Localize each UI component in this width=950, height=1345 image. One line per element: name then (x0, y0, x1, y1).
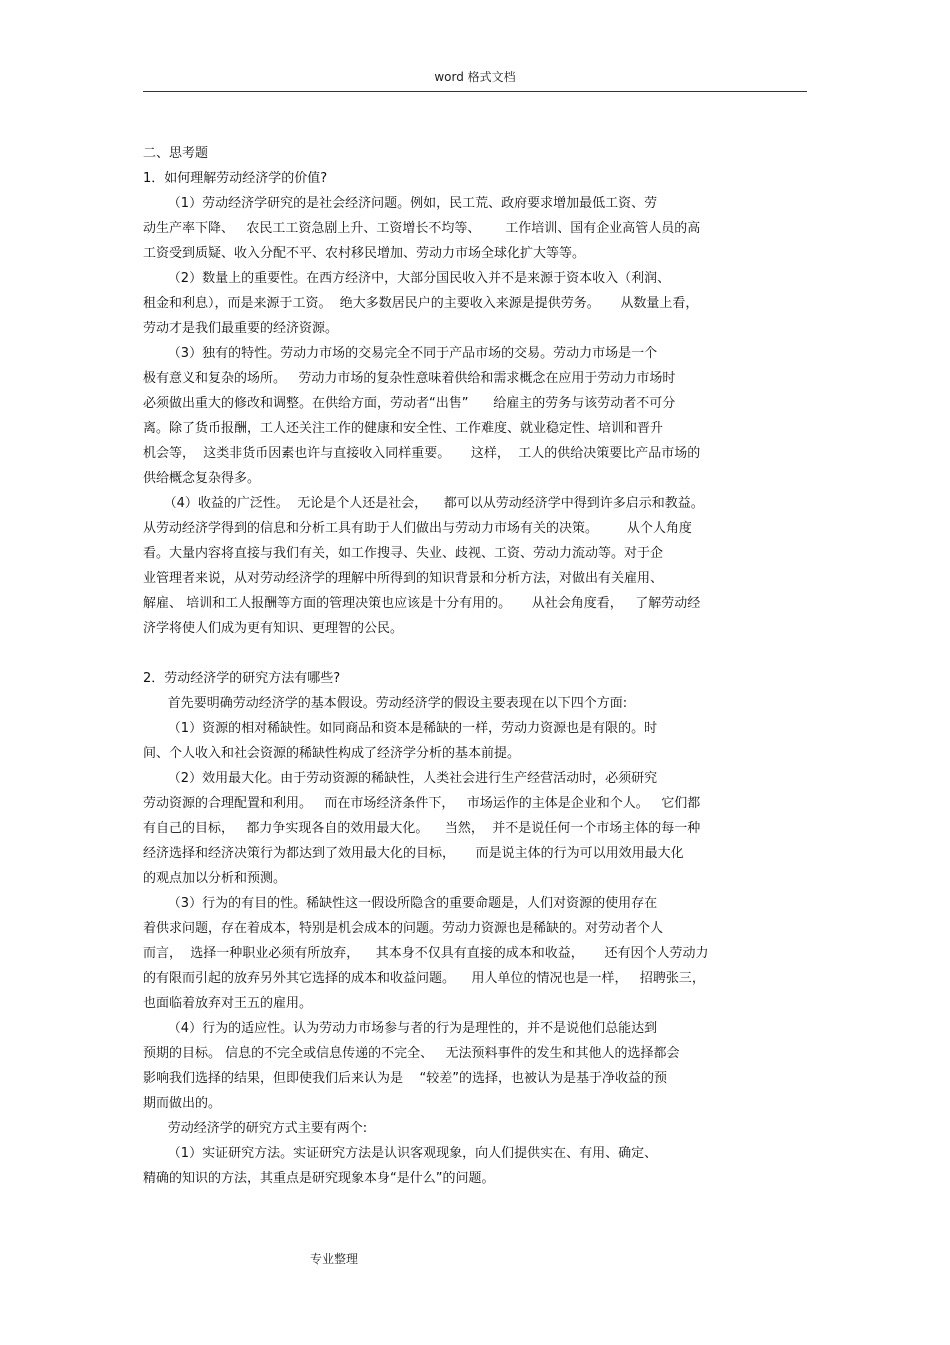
text-line: 间、个人收入和社会资源的稀缺性构成了经济学分析的基本前提。 (143, 746, 521, 761)
text-line: 租金和利息），而是来源于工资。 绝大多数居民户的主要收入来源是提供劳务。 从数量上看， (143, 296, 699, 311)
text-line: 有自己的目标， 都力争实现各自的效用最大化。 当然， 并不是说任何一个市场主体的每一种 (143, 821, 701, 836)
text-line: （3）行为的有目的性。稀缺性这一假设所隐含的重要命题是，人们对资源的使用存在 (143, 896, 658, 911)
text-line: 的观点加以分析和预测。 (143, 871, 287, 886)
text-line: 1．如何理解劳动经济学的价值? (143, 171, 328, 186)
text-line: 业管理者来说，从对劳动经济学的理解中所得到的知识背景和分析方法，对做出有关雇用、 (143, 571, 664, 586)
text-line: 从劳动经济学得到的信息和分析工具有助于人们做出与劳动力市场有关的决策。 从个人角度 (143, 521, 692, 536)
text-line: 劳动资源的合理配置和利用。 而在市场经济条件下， 市场运作的主体是企业和个人。 它们都 (143, 796, 701, 811)
text-line: 也面临着放弃对王五的雇用。 (143, 996, 313, 1011)
text-line: 二、思考题 (143, 146, 209, 161)
document-body (143, 141, 811, 1191)
text-line: 必须做出重大的修改和调整。在供给方面，劳动者“出售” 给雇主的劳务与该劳动者不可分 (143, 396, 676, 411)
text-line: （1）资源的相对稀缺性。如同商品和资本是稀缺的一样，劳动力资源也是有限的。时 (143, 721, 658, 736)
text-line: 影响我们选择的结果，但即使我们后来认为是 “较差”的选择，也被认为是基于净收益的预 (143, 1071, 667, 1086)
footer-text: 专业整理 (310, 1252, 359, 1266)
text-line: （2）数量上的重要性。在西方经济中，大部分国民收入并不是来源于资本收入（利润、 (143, 271, 671, 286)
text-line: 劳动才是我们最重要的经济资源。 (143, 321, 339, 336)
text-line: 极有意义和复杂的场所。 劳动力市场的复杂性意味着供给和需求概念在应用于劳动力市场时 (143, 371, 676, 386)
header-divider (143, 91, 807, 92)
text-line: 机会等， 这类非货币因素也许与直接收入同样重要。 这样， 工人的供给决策要比产品市场的 (143, 446, 701, 461)
page-header (0, 68, 950, 85)
text-line: （4）行为的适应性。认为劳动力市场参与者的行为是理性的，并不是说他们总能达到 (143, 1021, 658, 1036)
text-line: 着供求问题，存在着成本，特别是机会成本的问题。劳动力资源也是稀缺的。对劳动者个人 (143, 921, 664, 936)
text-line: 动生产率下降、 农民工工资急剧上升、工资增长不均等、 工作培训、国有企业高管人员的高 (143, 221, 701, 236)
text-line: 工资受到质疑、收入分配不平、农村移民增加、劳动力市场全球化扩大等等。 (143, 246, 586, 261)
text-line: （3）独有的特性。劳动力市场的交易完全不同于产品市场的交易。劳动力市场是一个 (143, 346, 658, 361)
text-line: 经济选择和经济决策行为都达到了效用最大化的目标， 而是说主体的行为可以用效用最大化 (143, 846, 684, 861)
text-line: 济学将使人们成为更有知识、更理智的公民。 (143, 621, 404, 636)
page-footer (310, 1250, 358, 1267)
text-line: （1）实证研究方法。实证研究方法是认识客观现象，向人们提供实在、有用、确定、 (143, 1146, 658, 1161)
text-line: 离。除了货币报酬，工人还关注工作的健康和安全性、工作难度、就业稳定性、培训和晋升 (143, 421, 664, 436)
text-line: 预期的目标。 信息的不完全或信息传递的不完全、 无法预料事件的发生和其他人的选择都会 (143, 1046, 680, 1061)
text-line: 看。大量内容将直接与我们有关，如工作搜寻、失业、歧视、工资、劳动力流动等。对于企 (143, 546, 664, 561)
text-line: 首先要明确劳动经济学的基本假设。劳动经济学的假设主要表现在以下四个方面: (143, 696, 628, 711)
text-line: （4）收益的广泛性。 无论是个人还是社会， 都可以从劳动经济学中得到许多启示和教益。 (143, 496, 704, 511)
text-line: （1）劳动经济学研究的是社会经济问题。例如，民工荒、政府要求增加最低工资、劳 (143, 196, 658, 211)
text-line: 的有限而引起的放弃另外其它选择的成本和收益问题。 用人单位的情况也是一样， 招聘张三， (143, 971, 705, 986)
text-line: 解雇、 培训和工人报酬等方面的管理决策也应该是十分有用的。 从社会角度看， 了解劳动经 (143, 596, 701, 611)
header-title: word 格式文档 (434, 70, 516, 84)
text-line: 供给概念复杂得多。 (143, 471, 261, 486)
text-line: 2．劳动经济学的研究方法有哪些? (143, 671, 341, 686)
blank-line (143, 641, 811, 666)
text-line: 劳动经济学的研究方式主要有两个: (143, 1121, 368, 1136)
text-line: 期而做出的。 (143, 1096, 222, 1111)
text-line: （2）效用最大化。由于劳动资源的稀缺性，人类社会进行生产经营活动时，必须研究 (143, 771, 658, 786)
text-line: 精确的知识的方法，其重点是研究现象本身“是什么”的问题。 (143, 1171, 495, 1186)
text-line: 而言， 选择一种职业必须有所放弃， 其本身不仅具有直接的成本和收益， 还有因个人劳动力 (143, 946, 709, 961)
